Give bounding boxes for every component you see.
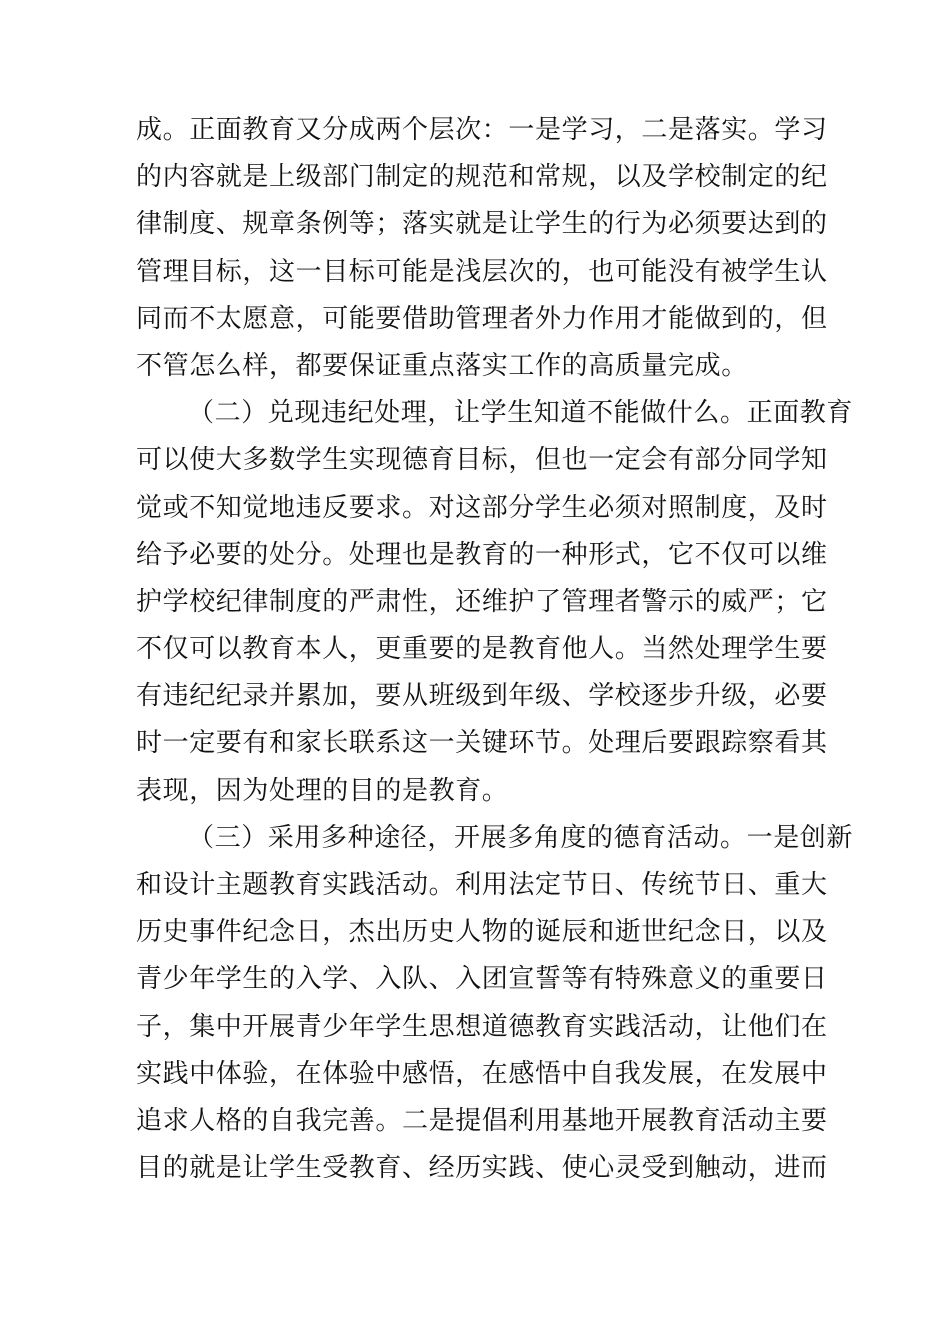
text-line: 和设计主题教育实践活动。利用法定节日、传统节日、重大 bbox=[136, 870, 828, 900]
text-line: 的内容就是上级部门制定的规范和常规，以及学校制定的纪 bbox=[136, 162, 828, 193]
text-line: 不仅可以教育本人，更重要的是教育他人。当然处理学生要 bbox=[136, 634, 828, 665]
paragraph-section-two bbox=[136, 390, 854, 815]
text-line: 同而不太愿意，可能要借助管理者外力作用才能做到的，但 bbox=[136, 303, 828, 334]
text-line: 青少年学生的入学、入队、入团宣誓等有特殊意义的重要日 bbox=[136, 964, 828, 995]
text-line: 时一定要有和家长联系这一关键环节。处理后要跟踪察看其 bbox=[136, 728, 828, 759]
text-line: 目的就是让学生受教育、经历实践、使心灵受到触动，进而 bbox=[136, 1153, 828, 1184]
paragraph-section-three bbox=[136, 815, 854, 1193]
text-line: 管理目标，这一目标可能是浅层次的，也可能没有被学生认 bbox=[136, 256, 828, 287]
text-line: 实践中体验，在体验中感悟，在感悟中自我发展，在发展中 bbox=[136, 1058, 828, 1089]
paragraph-continuation bbox=[136, 107, 828, 390]
text-line: 追求人格的自我完善。二是提倡利用基地开展教育活动主要 bbox=[136, 1105, 828, 1136]
text-line: 给予必要的处分。处理也是教育的一种形式，它不仅可以维 bbox=[136, 539, 828, 570]
text-line: 不管怎么样，都要保证重点落实工作的高质量完成。 bbox=[136, 350, 748, 381]
text-line: 律制度、规章条例等；落实就是让学生的行为必须要达到的 bbox=[136, 209, 828, 240]
text-line: 表现，因为处理的目的是教育。 bbox=[136, 775, 509, 806]
text-line: 可以使大多数学生实现德育目标，但也一定会有部分同学知 bbox=[136, 445, 828, 476]
text-line: 子，集中开展青少年学生思想道德教育实践活动，让他们在 bbox=[136, 1011, 828, 1042]
text-line: 历史事件纪念日，杰出历史人物的诞辰和逝世纪念日，以及 bbox=[136, 917, 828, 948]
text-line: （三）采用多种途径，开展多角度的德育活动。一是创新 bbox=[188, 822, 854, 853]
text-line: （二）兑现违纪处理，让学生知道不能做什么。正面教育 bbox=[188, 398, 854, 429]
text-line: 觉或不知觉地违反要求。对这部分学生必须对照制度，及时 bbox=[136, 492, 828, 523]
document-body bbox=[136, 107, 854, 1192]
text-line: 护学校纪律制度的严肃性，还维护了管理者警示的威严；它 bbox=[136, 586, 828, 617]
text-line: 有违纪纪录并累加，要从班级到年级、学校逐步升级，必要 bbox=[136, 681, 828, 712]
text-line: 成。正面教育又分成两个层次：一是学习，二是落实。学习 bbox=[136, 115, 828, 145]
